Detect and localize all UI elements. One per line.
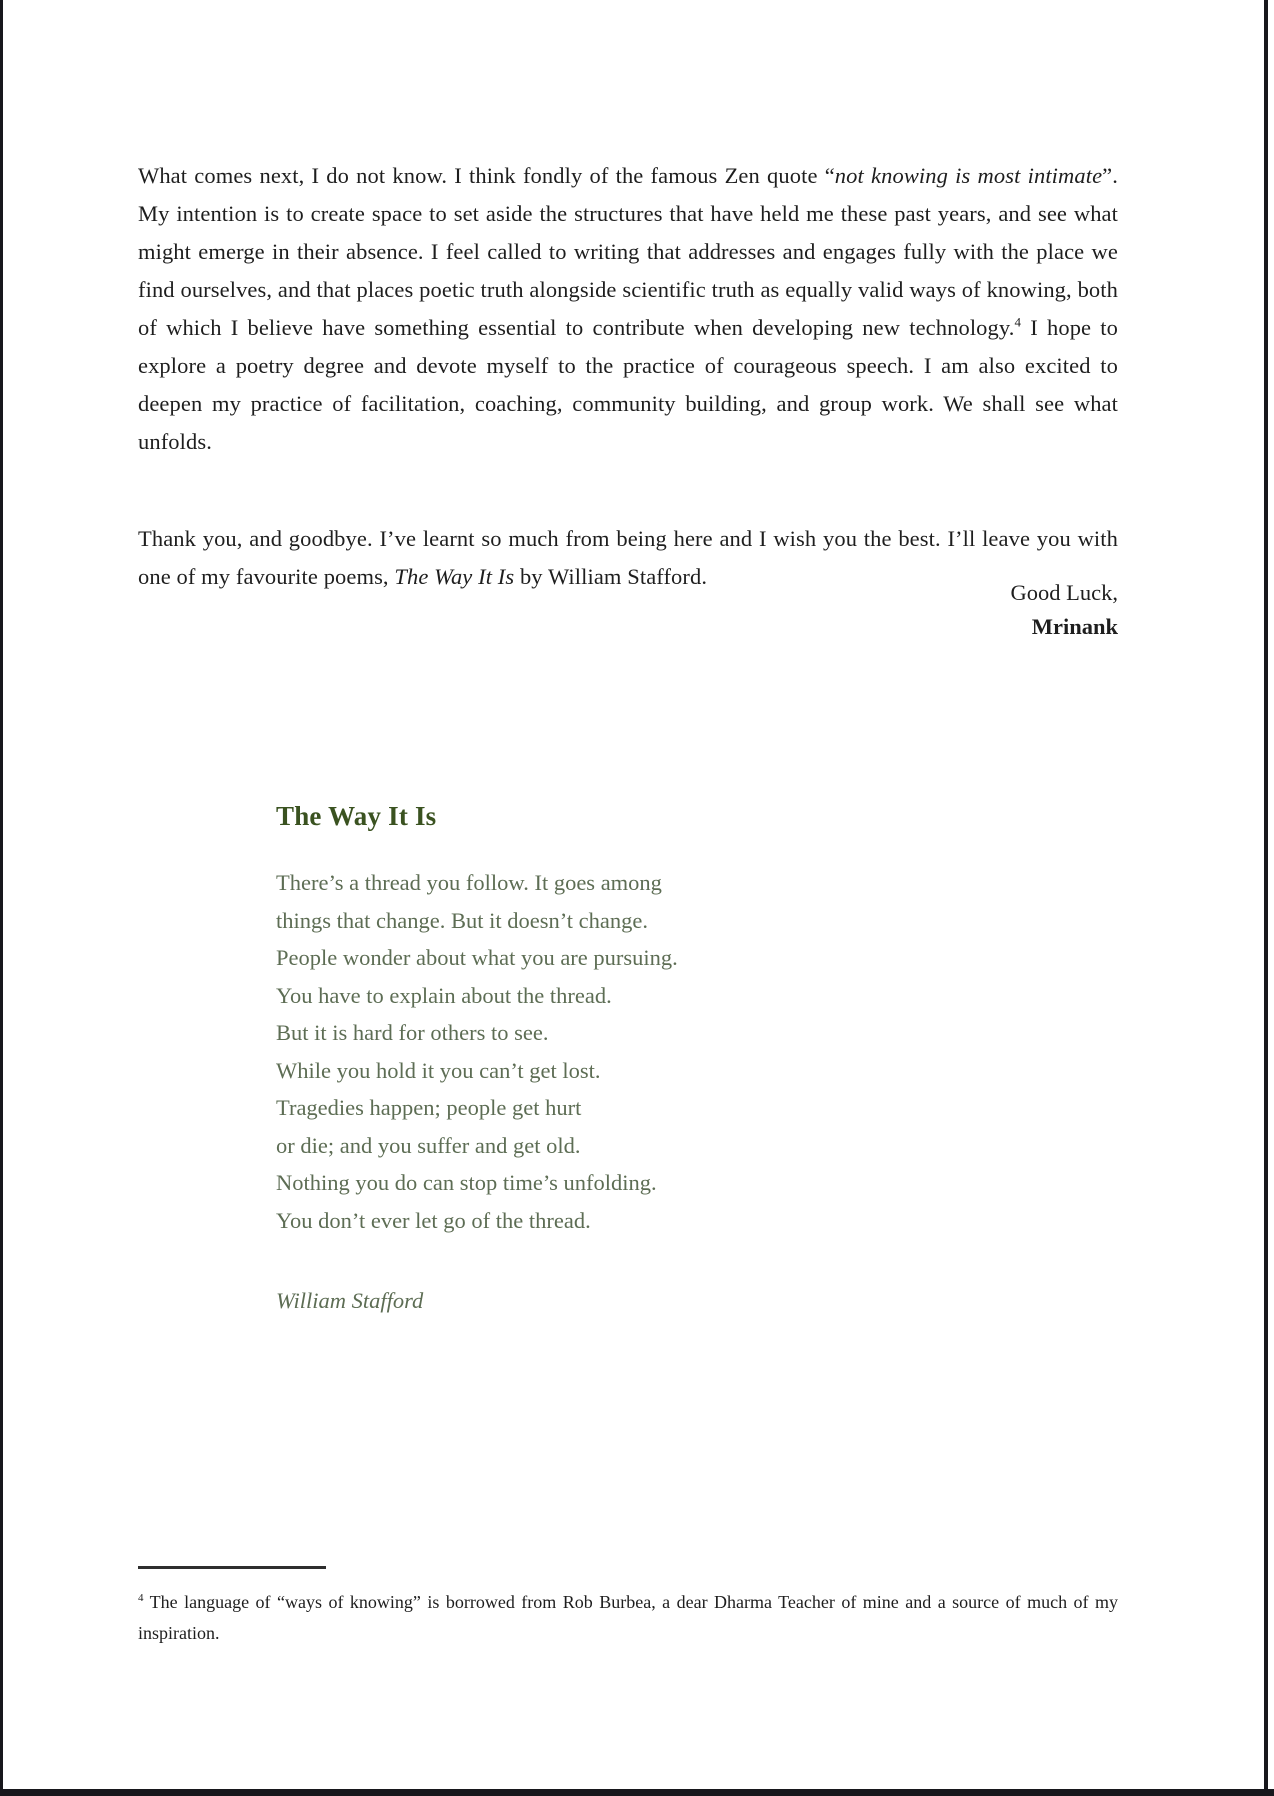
page-frame-bottom-border: [0, 1789, 1274, 1796]
poem-line: While you hold it you can’t get lost.: [276, 1057, 601, 1083]
footnote-separator-rule: [138, 1566, 326, 1569]
signoff-block: [138, 576, 1118, 644]
footnote-text: [138, 1587, 1118, 1649]
poem-line: Tragedies happen; people get hurt: [276, 1095, 582, 1120]
letter-paragraph-1: [138, 157, 1118, 461]
page-frame-left-border: [0, 0, 3, 1796]
poem-line: You don’t ever let go of the thread.: [276, 1207, 591, 1233]
zen-quote-italic: not knowing is most intimate: [834, 162, 1103, 188]
signoff-closing: Good Luck,: [1010, 580, 1118, 605]
poem-title-inline-italic: The Way It Is: [394, 563, 515, 589]
poem-line: things that change. But it doesn’t change.: [276, 907, 649, 933]
poem-title: The Way It Is: [276, 801, 437, 832]
paragraph1-text-lead: What comes next, I do not know. I think fondly of the famous Zen quote “: [138, 162, 835, 188]
paragraph1-text-mid: ”. My intention is to create space to set aside the structures that have held me these past years, and see what might emerge in their absence. I feel called to writing that addresses and engages fully with the place we find ourselves, and that places poetic truth alongside scientific truth as equally valid ways of knowing, both of which I believe have something essential to contribute when developing new technology.: [138, 162, 1118, 340]
footnote-reference-marker: 4: [1014, 314, 1022, 329]
signoff-name: Mrinank: [1031, 614, 1118, 639]
paragraph1-text-tail: I hope to explore a poetry degree and devote myself to the practice of courageous speech. I am also excited to deepen my practice of facilitation, coaching, community building, and group work. We shall see what unfolds.: [138, 314, 1119, 454]
poem-line: or die; and you suffer and get old.: [276, 1132, 581, 1158]
poem-author: William Stafford: [276, 1288, 424, 1313]
footnote-body: The language of “ways of knowing” is borrowed from Rob Burbea, a dear Dharma Teacher of mine and a source of much of my inspiration.: [138, 1592, 1118, 1643]
page-frame-right-border: [1264, 0, 1268, 1796]
footnote-number: 4: [138, 1592, 144, 1604]
poem-line: But it is hard for others to see.: [276, 1020, 549, 1045]
poem-line: People wonder about what you are pursuing.: [276, 945, 678, 970]
poem-line: You have to explain about the thread.: [276, 982, 612, 1008]
footnote-block: [138, 1566, 1118, 1667]
poem-line: There’s a thread you follow. It goes among: [276, 870, 662, 895]
paragraph2-text-tail: by William Stafford.: [514, 563, 708, 589]
paragraph2-text-lead: Thank you, and goodbye. I’ve learnt so much from being here and I wish you the best. I’ll leave you with one of my favourite poems,: [138, 525, 1118, 589]
poem-body: [276, 864, 916, 1239]
poem-line: Nothing you do can stop time’s unfolding.: [276, 1170, 657, 1195]
